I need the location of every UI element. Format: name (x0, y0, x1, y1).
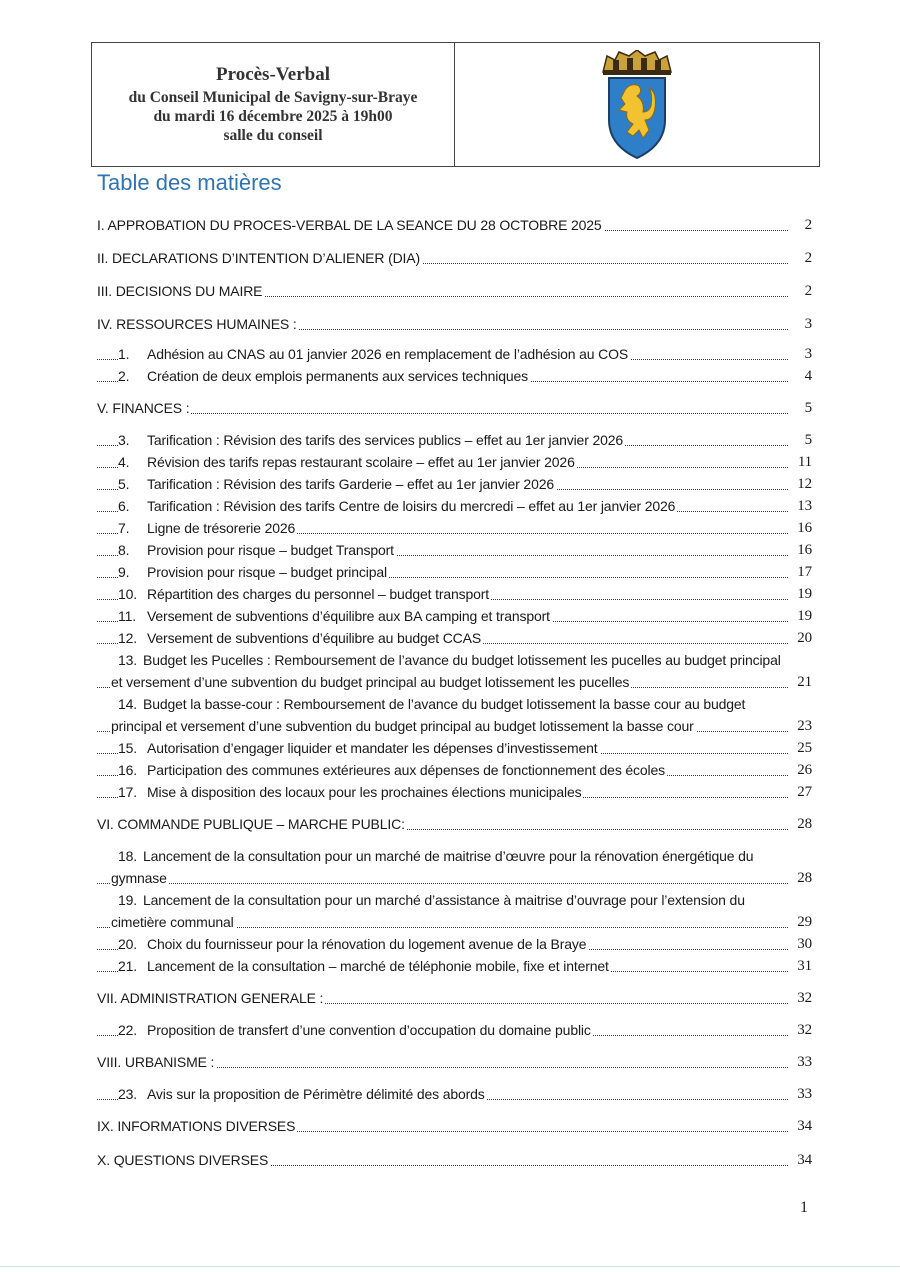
toc-entry-text: DECISIONS DU MAIRE (115, 283, 263, 299)
toc-entry-number: X. (97, 1152, 110, 1168)
toc-entry-number: VI. (97, 816, 114, 832)
toc-entry-page: 2 (804, 283, 812, 299)
meeting-date: du mardi 16 décembre 2025 à 19h00 (153, 108, 393, 125)
toc-entry[interactable] (97, 473, 812, 495)
toc-entry[interactable] (97, 280, 812, 302)
toc-entry-page: 23 (797, 718, 812, 734)
toc-entry-number: 18. (118, 848, 138, 864)
toc-entry-title (118, 432, 625, 448)
toc-entry[interactable] (97, 1019, 812, 1041)
toc-entry[interactable] (97, 987, 812, 1009)
toc-entry-title (97, 400, 191, 416)
toc-entry-number: 19. (118, 892, 138, 908)
toc-entry-page: 4 (804, 368, 812, 384)
toc-entry-text: Choix du fournisseur pour la rénovation du logement avenue de la Braye (147, 936, 587, 952)
toc-entry[interactable] (97, 313, 812, 335)
toc-entry-page: 11 (797, 454, 812, 470)
toc-entry[interactable] (97, 889, 812, 933)
toc-entry[interactable] (97, 365, 812, 387)
toc-entry-text: Tarification : Révision des tarifs des services publics – effet au 1er janvier 2026 (147, 432, 623, 448)
toc-entry-title (111, 892, 745, 930)
toc-entry-title (118, 762, 667, 778)
toc-entry-text: Proposition de transfert d’une convention d’occupation du domaine public (147, 1022, 591, 1038)
toc-entry-number: 17. (118, 784, 138, 800)
toc-entry-text: Provision pour risque – budget principal (147, 564, 387, 580)
toc-entry-number: 3. (118, 432, 130, 448)
toc-entry-page: 31 (797, 958, 812, 974)
toc-entry-title (118, 608, 552, 624)
toc-entry-page: 21 (797, 674, 812, 690)
toc-entry[interactable] (97, 693, 812, 737)
council-name: du Conseil Municipal de Savigny-sur-Braye (128, 89, 418, 106)
toc-entry-title (97, 217, 604, 233)
toc-entry-page: 16 (797, 542, 812, 558)
toc-entry-text: Ligne de trésorerie 2026 (147, 520, 296, 536)
toc-entry[interactable] (97, 649, 812, 693)
toc-entry-page: 5 (804, 400, 812, 416)
toc-entry-text: Lancement de la consultation – marché de téléphonie mobile, fixe et internet (147, 958, 609, 974)
toc-entry[interactable] (97, 1051, 812, 1073)
toc-entry-number: 5. (118, 476, 130, 492)
toc-entry[interactable] (97, 561, 812, 583)
toc-entry[interactable] (97, 781, 812, 803)
page-number: 1 (800, 1199, 808, 1216)
toc-entry[interactable] (97, 1149, 812, 1171)
toc-entry-number: 20. (118, 936, 138, 952)
toc-entry-text: DECLARATIONS D’INTENTION D’ALIENER (DIA) (111, 250, 420, 266)
toc-entry-page: 5 (804, 432, 812, 448)
toc-entry-title (118, 564, 389, 580)
toc-entry[interactable] (97, 627, 812, 649)
toc-entry-number: 6. (118, 498, 130, 514)
toc-entry-number: 13. (118, 652, 138, 668)
document-header (91, 42, 820, 167)
toc-entry-title (118, 498, 677, 514)
toc-entry-title (97, 316, 299, 332)
toc-entry[interactable] (97, 429, 812, 451)
toc-entry-title (118, 958, 611, 974)
toc-entry-number: II. (97, 250, 109, 266)
toc-entry-title (97, 990, 325, 1006)
toc-entry-page: 32 (797, 1022, 812, 1038)
dot-leader (97, 883, 788, 884)
toc-entry-text: Lancement de la consultation pour un marché d’assistance à maitrise d’ouvrage pour l’extension du cimetière communal (111, 892, 745, 930)
toc-entry-title (118, 520, 297, 536)
toc-entry-text: Versement de subventions d’équilibre aux BA camping et transport (147, 608, 550, 624)
toc-entry[interactable] (97, 539, 812, 561)
toc-entry[interactable] (97, 583, 812, 605)
toc-entry[interactable] (97, 955, 812, 977)
toc-entry-title (111, 848, 753, 886)
toc-entry-text: Révision des tarifs repas restaurant scolaire – effet au 1er janvier 2026 (147, 454, 575, 470)
toc-entry-title (118, 542, 396, 558)
toc-entry-title (97, 250, 422, 266)
table-of-contents (97, 214, 812, 1182)
emblem-cell (455, 43, 819, 166)
toc-entry-text: Lancement de la consultation pour un marché de maitrise d’œuvre pour la rénovation énergétique du gymnase (111, 848, 754, 886)
toc-entry-title (111, 652, 781, 690)
coat-of-arms-icon (597, 50, 677, 160)
toc-entry-text: APPROBATION DU PROCES-VERBAL DE LA SEANCE DU 28 OCTOBRE 2025 (107, 217, 602, 233)
toc-entry-number: VIII. (97, 1054, 122, 1070)
toc-entry-text: ADMINISTRATION GENERALE : (120, 990, 324, 1006)
toc-entry[interactable] (97, 451, 812, 473)
toc-entry-text: INFORMATIONS DIVERSES (117, 1118, 296, 1134)
toc-entry-title (118, 1022, 593, 1038)
toc-entry-title (97, 283, 264, 299)
toc-entry-number: 8. (118, 542, 130, 558)
toc-heading: Table des matières (97, 170, 282, 195)
toc-entry-title (111, 696, 745, 734)
toc-entry-text: Participation des communes extérieures aux dépenses de fonctionnement des écoles (147, 762, 665, 778)
toc-entry-title (118, 936, 588, 952)
toc-entry-number: I. (97, 217, 105, 233)
toc-entry-text: Autorisation d’engager liquider et mandater les dépenses d’investissement (147, 740, 598, 756)
toc-entry-number: IV. (97, 316, 113, 332)
toc-entry-page: 13 (797, 498, 812, 514)
toc-entry-number: 12. (118, 630, 138, 646)
toc-entry-page: 2 (804, 250, 812, 266)
toc-entry-text: Répartition des charges du personnel – budget transport (147, 586, 489, 602)
toc-entry-number: V. (97, 400, 109, 416)
toc-entry-title (97, 1118, 297, 1134)
toc-entry-page: 2 (804, 217, 812, 233)
toc-entry[interactable] (97, 933, 812, 955)
toc-entry[interactable] (97, 397, 812, 419)
toc-entry-page: 17 (797, 564, 812, 580)
toc-entry-number: 1. (118, 346, 130, 362)
toc-entry-text: Budget les Pucelles : Remboursement de l’avance du budget lotissement les pucelles au budget principal et versement d’une subvention du budget principal au budget lotissement les pucelles (111, 652, 781, 690)
toc-entry-text: RESSOURCES HUMAINES : (116, 316, 297, 332)
toc-entry-page: 32 (797, 990, 812, 1006)
toc-entry-title (97, 1152, 270, 1168)
toc-entry-page: 19 (797, 586, 812, 602)
toc-entry-title (118, 630, 483, 646)
toc-entry-number: 16. (118, 762, 138, 778)
toc-entry[interactable] (97, 845, 812, 889)
toc-entry-text: FINANCES : (112, 400, 190, 416)
toc-entry-number: VII. (97, 990, 118, 1006)
toc-entry-text: QUESTIONS DIVERSES (113, 1152, 269, 1168)
toc-entry-number: 4. (118, 454, 130, 470)
toc-entry-number: IX. (97, 1118, 114, 1134)
toc-entry-title (118, 368, 530, 384)
toc-entry-text: Budget la basse-cour : Remboursement de l’avance du budget lotissement la basse cour au budget principal et versement d’une subvention du budget principal au budget lotissement la basse cour (111, 696, 746, 734)
toc-entry-page: 25 (797, 740, 812, 756)
toc-entry-number: 23. (118, 1086, 138, 1102)
toc-entry[interactable] (97, 1115, 812, 1137)
toc-entry[interactable] (97, 247, 812, 269)
toc-entry-text: Tarification : Révision des tarifs Garderie – effet au 1er janvier 2026 (147, 476, 554, 492)
toc-entry-title (118, 454, 577, 470)
toc-entry[interactable] (97, 517, 812, 539)
toc-entry-page: 12 (797, 476, 812, 492)
toc-entry[interactable] (97, 759, 812, 781)
toc-entry-number: 11. (118, 608, 136, 624)
toc-entry-text: Mise à disposition des locaux pour les prochaines élections municipales (147, 784, 582, 800)
toc-entry-title (97, 1054, 216, 1070)
toc-entry-page: 28 (797, 870, 812, 886)
toc-entry[interactable] (97, 813, 812, 835)
toc-entry-page: 19 (797, 608, 812, 624)
toc-entry-number: 10. (118, 586, 138, 602)
toc-entry-number: III. (97, 283, 112, 299)
toc-entry-text: Adhésion au CNAS au 01 janvier 2026 en remplacement de l’adhésion au COS (147, 346, 629, 362)
toc-entry-title (97, 816, 407, 832)
toc-entry-page: 16 (797, 520, 812, 536)
toc-entry-number: 2. (118, 368, 130, 384)
toc-entry[interactable] (97, 1083, 812, 1105)
document-title: Procès-Verbal (216, 64, 330, 85)
toc-entry-page: 29 (797, 914, 812, 930)
toc-entry-title (118, 740, 600, 756)
page-bottom-edge (0, 1266, 900, 1267)
toc-entry-number: 9. (118, 564, 130, 580)
toc-entry-number: 21. (118, 958, 138, 974)
toc-entry-text: Avis sur la proposition de Périmètre délimité des abords (147, 1086, 485, 1102)
toc-entry-page: 33 (797, 1086, 812, 1102)
dot-leader (97, 413, 788, 414)
toc-entry-text: URBANISME : (124, 1054, 215, 1070)
toc-entry-title (118, 476, 556, 492)
toc-entry-text: Création de deux emplois permanents aux services techniques (147, 368, 529, 384)
toc-entry-title (118, 784, 583, 800)
toc-entry-text: Tarification : Révision des tarifs Centre de loisirs du mercredi – effet au 1er janvier 2026 (147, 498, 676, 514)
toc-entry-number: 22. (118, 1022, 138, 1038)
toc-entry-page: 33 (797, 1054, 812, 1070)
toc-entry-title (118, 346, 630, 362)
toc-entry-title (118, 1086, 487, 1102)
toc-entry[interactable] (97, 343, 812, 365)
toc-entry-page: 27 (797, 784, 812, 800)
toc-entry-text: Provision pour risque – budget Transport (147, 542, 394, 558)
toc-entry-page: 34 (797, 1152, 812, 1168)
toc-entry-page: 28 (797, 816, 812, 832)
toc-entry-number: 15. (118, 740, 138, 756)
toc-entry[interactable] (97, 605, 812, 627)
toc-entry-page: 34 (797, 1118, 812, 1134)
toc-entry-number: 7. (118, 520, 130, 536)
header-title-block (92, 43, 455, 166)
toc-entry-page: 26 (797, 762, 812, 778)
toc-entry-text: COMMANDE PUBLIQUE – MARCHE PUBLIC: (117, 816, 405, 832)
toc-entry-number: 14. (118, 696, 138, 712)
meeting-location: salle du conseil (223, 127, 323, 144)
toc-entry-page: 3 (804, 316, 812, 332)
toc-entry-page: 3 (804, 346, 812, 362)
toc-entry-text: Versement de subventions d’équilibre au budget CCAS (147, 630, 482, 646)
toc-entry[interactable] (97, 737, 812, 759)
toc-entry-page: 30 (797, 936, 812, 952)
toc-entry-title (118, 586, 491, 602)
toc-entry-page: 20 (797, 630, 812, 646)
toc-entry[interactable] (97, 495, 812, 517)
toc-entry[interactable] (97, 214, 812, 236)
